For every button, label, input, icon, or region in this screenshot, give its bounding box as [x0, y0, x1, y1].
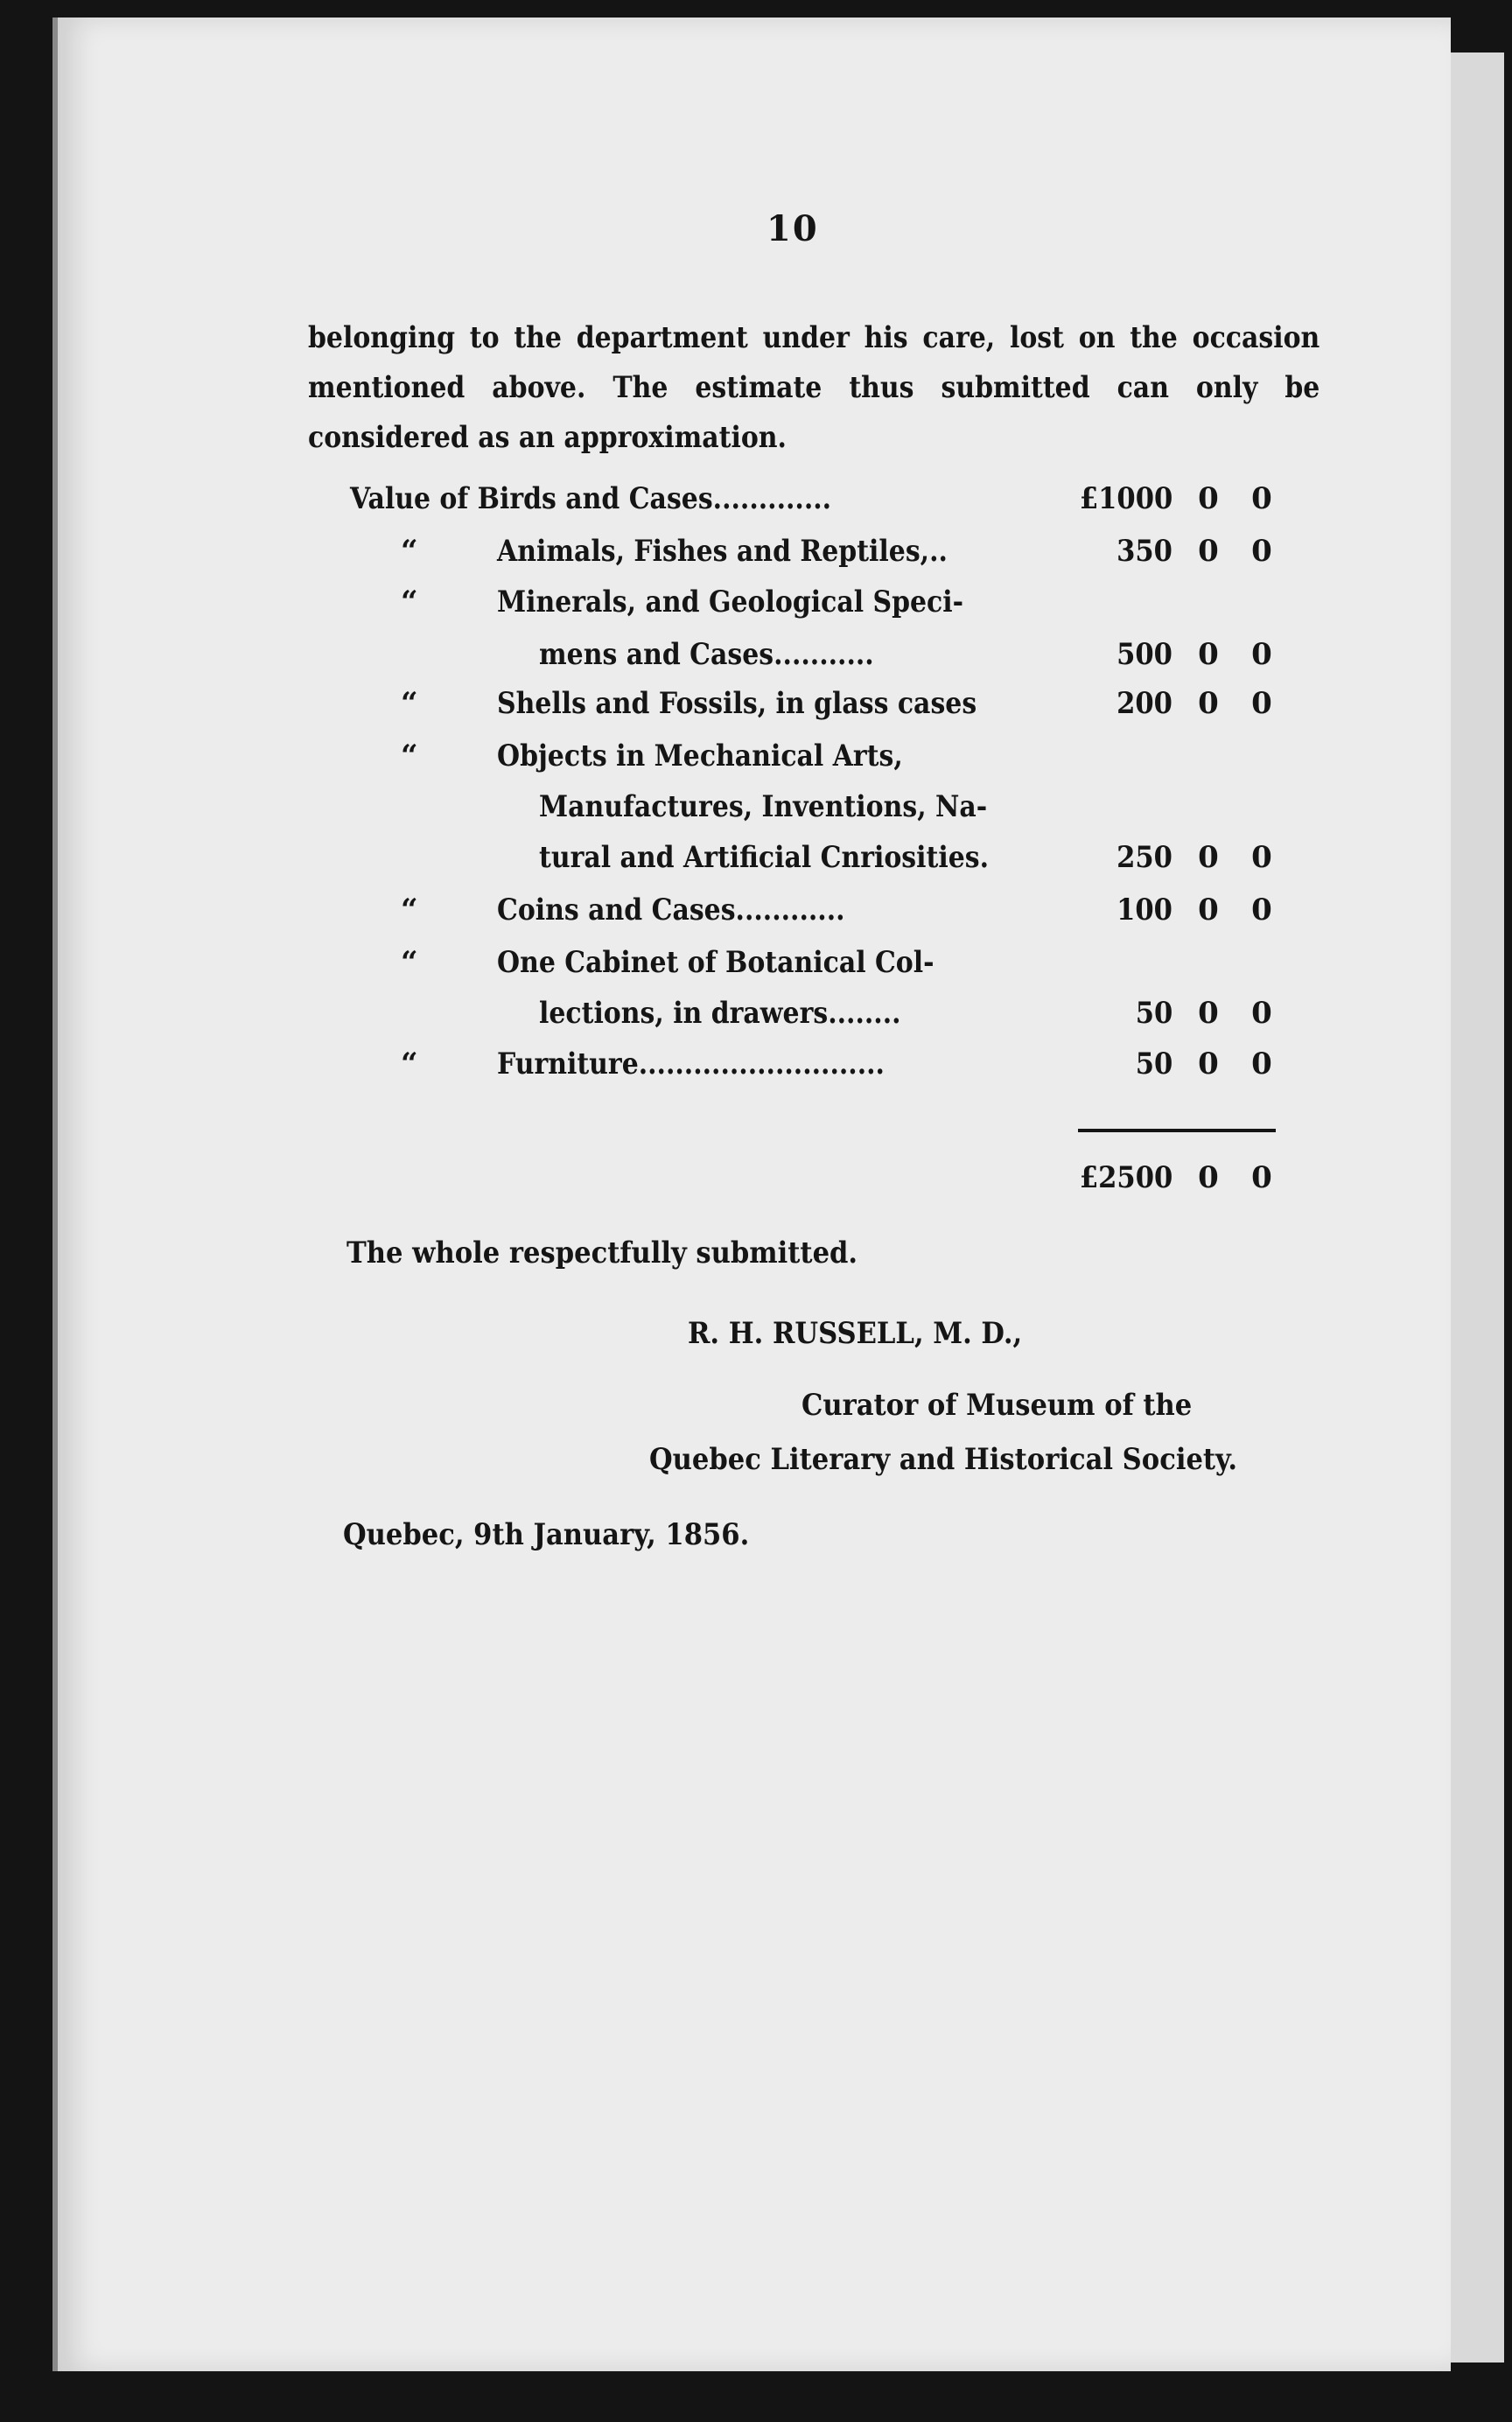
item-line: Value of Birds and Cases............. [350, 481, 832, 516]
ditto-mark: “ [401, 686, 418, 721]
ditto-mark: “ [401, 738, 418, 774]
item-line: Minerals, and Geological Speci- [497, 584, 964, 620]
valuation-table [58, 18, 1451, 2371]
item-pounds: 50 [1135, 1046, 1172, 1082]
item-shillings: 0 [1198, 686, 1219, 721]
item-pounds: 50 [1135, 996, 1172, 1031]
document-page [52, 18, 1451, 2371]
closing-line: The whole respectfully submitted. [346, 1236, 858, 1270]
item-line: Manufactures, Inventions, Na- [539, 789, 988, 824]
item-pence: 0 [1251, 840, 1272, 875]
item-line: Furniture........................... [497, 1046, 885, 1082]
date-line: Quebec, 9th January, 1856. [343, 1517, 750, 1552]
ditto-mark: “ [401, 1046, 418, 1082]
item-pounds: 250 [1116, 840, 1172, 875]
item-line: Animals, Fishes and Reptiles,.. [497, 534, 948, 569]
signature-title-line-1: Curator of Museum of the [802, 1388, 1193, 1423]
ditto-mark: “ [401, 534, 418, 569]
item-shillings: 0 [1198, 534, 1219, 569]
item-shillings: 0 [1198, 996, 1219, 1031]
item-shillings: 0 [1198, 637, 1219, 672]
item-line: Objects in Mechanical Arts, [497, 738, 903, 774]
item-pence: 0 [1251, 1046, 1272, 1082]
item-pence: 0 [1251, 534, 1272, 569]
item-line: mens and Cases........... [539, 637, 874, 672]
total-rule [1078, 1129, 1276, 1132]
item-line: One Cabinet of Botanical Col- [497, 945, 934, 980]
intro-paragraph: belonging to the department under his care, lost on the occasion mentioned above. The estimate thus submitted can only be considered as an approximation. [308, 320, 1320, 455]
item-line: lections, in drawers........ [539, 996, 901, 1031]
item-pounds: 350 [1116, 534, 1172, 569]
item-line: tural and Artificial Cnriosities. [539, 840, 990, 875]
ditto-mark: “ [401, 892, 418, 928]
item-shillings: 0 [1198, 892, 1219, 928]
signature-title-line-2: Quebec Literary and Historical Society. [649, 1442, 1237, 1477]
item-pounds: 500 [1116, 637, 1172, 672]
item-pounds: 100 [1116, 892, 1172, 928]
item-line: Shells and Fossils, in glass cases [497, 686, 977, 721]
item-pence: 0 [1251, 996, 1272, 1031]
item-pounds: 200 [1116, 686, 1172, 721]
item-shillings: 0 [1198, 481, 1219, 516]
ditto-mark: “ [401, 584, 418, 620]
item-pence: 0 [1251, 481, 1272, 516]
item-line: Coins and Cases............ [497, 892, 845, 928]
ditto-mark: “ [401, 945, 418, 980]
item-shillings: 0 [1198, 1046, 1219, 1082]
item-pence: 0 [1251, 686, 1272, 721]
signature-name: R. H. RUSSELL, M. D., [688, 1316, 1023, 1351]
item-pence: 0 [1251, 637, 1272, 672]
total-shillings: 0 [1198, 1160, 1219, 1195]
item-shillings: 0 [1198, 840, 1219, 875]
item-pence: 0 [1251, 892, 1272, 928]
total-pence: 0 [1251, 1160, 1272, 1195]
page-number: 10 [766, 208, 819, 249]
item-pounds: £1000 [1079, 481, 1172, 516]
total-pounds: £2500 [1079, 1160, 1172, 1195]
